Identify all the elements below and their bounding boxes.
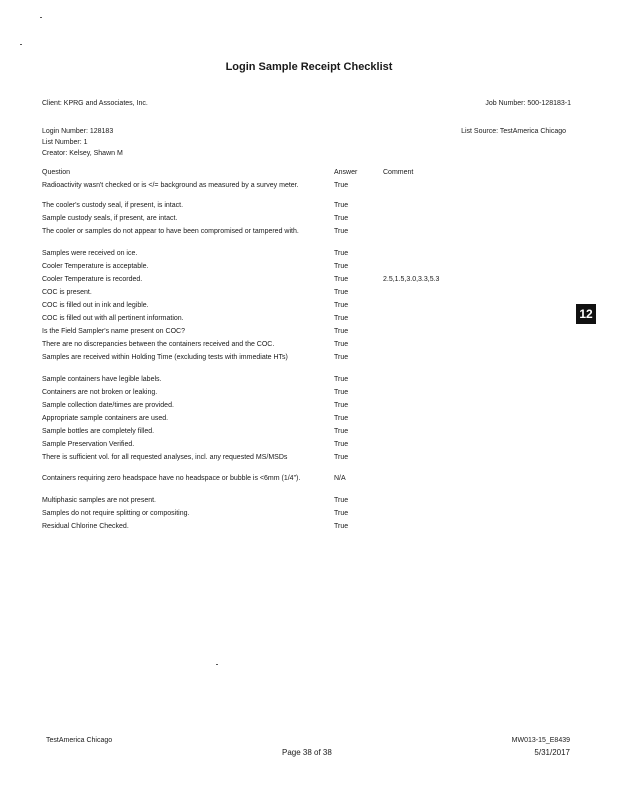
table-row-question: Is the Field Sampler's name present on COC?: [42, 328, 185, 335]
table-row-answer: True: [334, 302, 349, 309]
table-row-answer: True: [334, 276, 349, 283]
footer-lab: TestAmerica Chicago: [46, 737, 113, 744]
table-row-answer: True: [334, 389, 349, 396]
table-row-question: Samples are received within Holding Time (excluding tests with immediate HTs): [42, 354, 288, 361]
table-row-question: Cooler Temperature is acceptable.: [42, 263, 149, 270]
table-row-question: The cooler or samples do not appear to have been compromised or tampered with.: [42, 228, 299, 235]
table-row-answer: True: [334, 341, 349, 348]
page-number: Page 38 of 38: [282, 748, 332, 757]
table-row-question: Sample containers have legible labels.: [42, 376, 162, 383]
table-row-answer: True: [334, 402, 349, 409]
table-row-question: Cooler Temperature is recorded.: [42, 276, 143, 283]
table-row-question: Residual Chlorine Checked.: [42, 523, 129, 530]
table-row-answer: True: [334, 428, 349, 435]
table-row-answer: True: [334, 454, 349, 461]
table-row-answer: True: [334, 263, 349, 270]
table-row-answer: True: [334, 441, 349, 448]
table-row-question: Sample Preservation Verified.: [42, 441, 135, 448]
table-row-answer: N/A: [334, 475, 346, 482]
table-row-question: Samples were received on ice.: [42, 250, 138, 257]
table-row-question: Sample collection date/times are provided.: [42, 402, 174, 409]
document-date: 5/31/2017: [534, 748, 570, 757]
table-row-question: COC is present.: [42, 289, 92, 296]
scan-speck: [216, 664, 218, 665]
page-title: Login Sample Receipt Checklist: [225, 61, 393, 73]
table-row-question: COC is filled out in ink and legible.: [42, 302, 149, 309]
table-row-answer: True: [334, 202, 349, 209]
table-row-answer: True: [334, 182, 349, 189]
table-row-answer: True: [334, 354, 349, 361]
client-line: Client: KPRG and Associates, Inc.: [42, 100, 148, 107]
table-row-answer: True: [334, 523, 349, 530]
table-row-question: There is sufficient vol. for all requested analyses, incl. any requested MS/MSDs: [42, 454, 288, 461]
table-row-question: Sample custody seals, if present, are intact.: [42, 215, 178, 222]
table-row-answer: True: [334, 415, 349, 422]
scan-speck: [20, 44, 22, 45]
list-number: List Number: 1: [42, 139, 88, 146]
table-row-question: Containers requiring zero headspace have no headspace or bubble is <6mm (1/4").: [42, 475, 301, 482]
table-row-question: Multiphasic samples are not present.: [42, 497, 156, 504]
table-row-question: COC is filled out with all pertinent information.: [42, 315, 184, 322]
table-row-answer: True: [334, 315, 349, 322]
section-tab[interactable]: 12: [576, 304, 596, 324]
table-row-question: There are no discrepancies between the containers received and the COC.: [42, 341, 275, 348]
table-row-answer: True: [334, 289, 349, 296]
creator-line: Creator: Kelsey, Shawn M: [42, 150, 123, 157]
table-row-answer: True: [334, 510, 349, 517]
table-row-comment: 2.5,1.5,3.0,3.3,5.3: [383, 276, 440, 283]
table-row-question: Containers are not broken or leaking.: [42, 389, 158, 396]
login-number: Login Number: 128183: [42, 128, 114, 135]
table-row-answer: True: [334, 497, 349, 504]
table-row-answer: True: [334, 376, 349, 383]
document-code: MW013-15_E8439: [511, 737, 570, 744]
table-row-answer: True: [334, 228, 349, 235]
table-row-question: The cooler's custody seal, if present, is intact.: [42, 202, 184, 209]
header-answer: Answer: [334, 169, 358, 176]
list-source: List Source: TestAmerica Chicago: [461, 128, 566, 135]
table-row-question: Samples do not require splitting or compositing.: [42, 510, 190, 517]
scan-speck: [40, 17, 42, 18]
job-number: Job Number: 500-128183-1: [485, 100, 571, 107]
table-row-question: Sample bottles are completely filled.: [42, 428, 155, 435]
table-row-answer: True: [334, 328, 349, 335]
table-row-answer: True: [334, 250, 349, 257]
table-row-answer: True: [334, 215, 349, 222]
header-comment: Comment: [383, 169, 414, 176]
table-row-question: Radioactivity wasn't checked or is </= background as measured by a survey meter.: [42, 182, 299, 189]
header-question: Question: [42, 169, 71, 176]
table-row-question: Appropriate sample containers are used.: [42, 415, 169, 422]
